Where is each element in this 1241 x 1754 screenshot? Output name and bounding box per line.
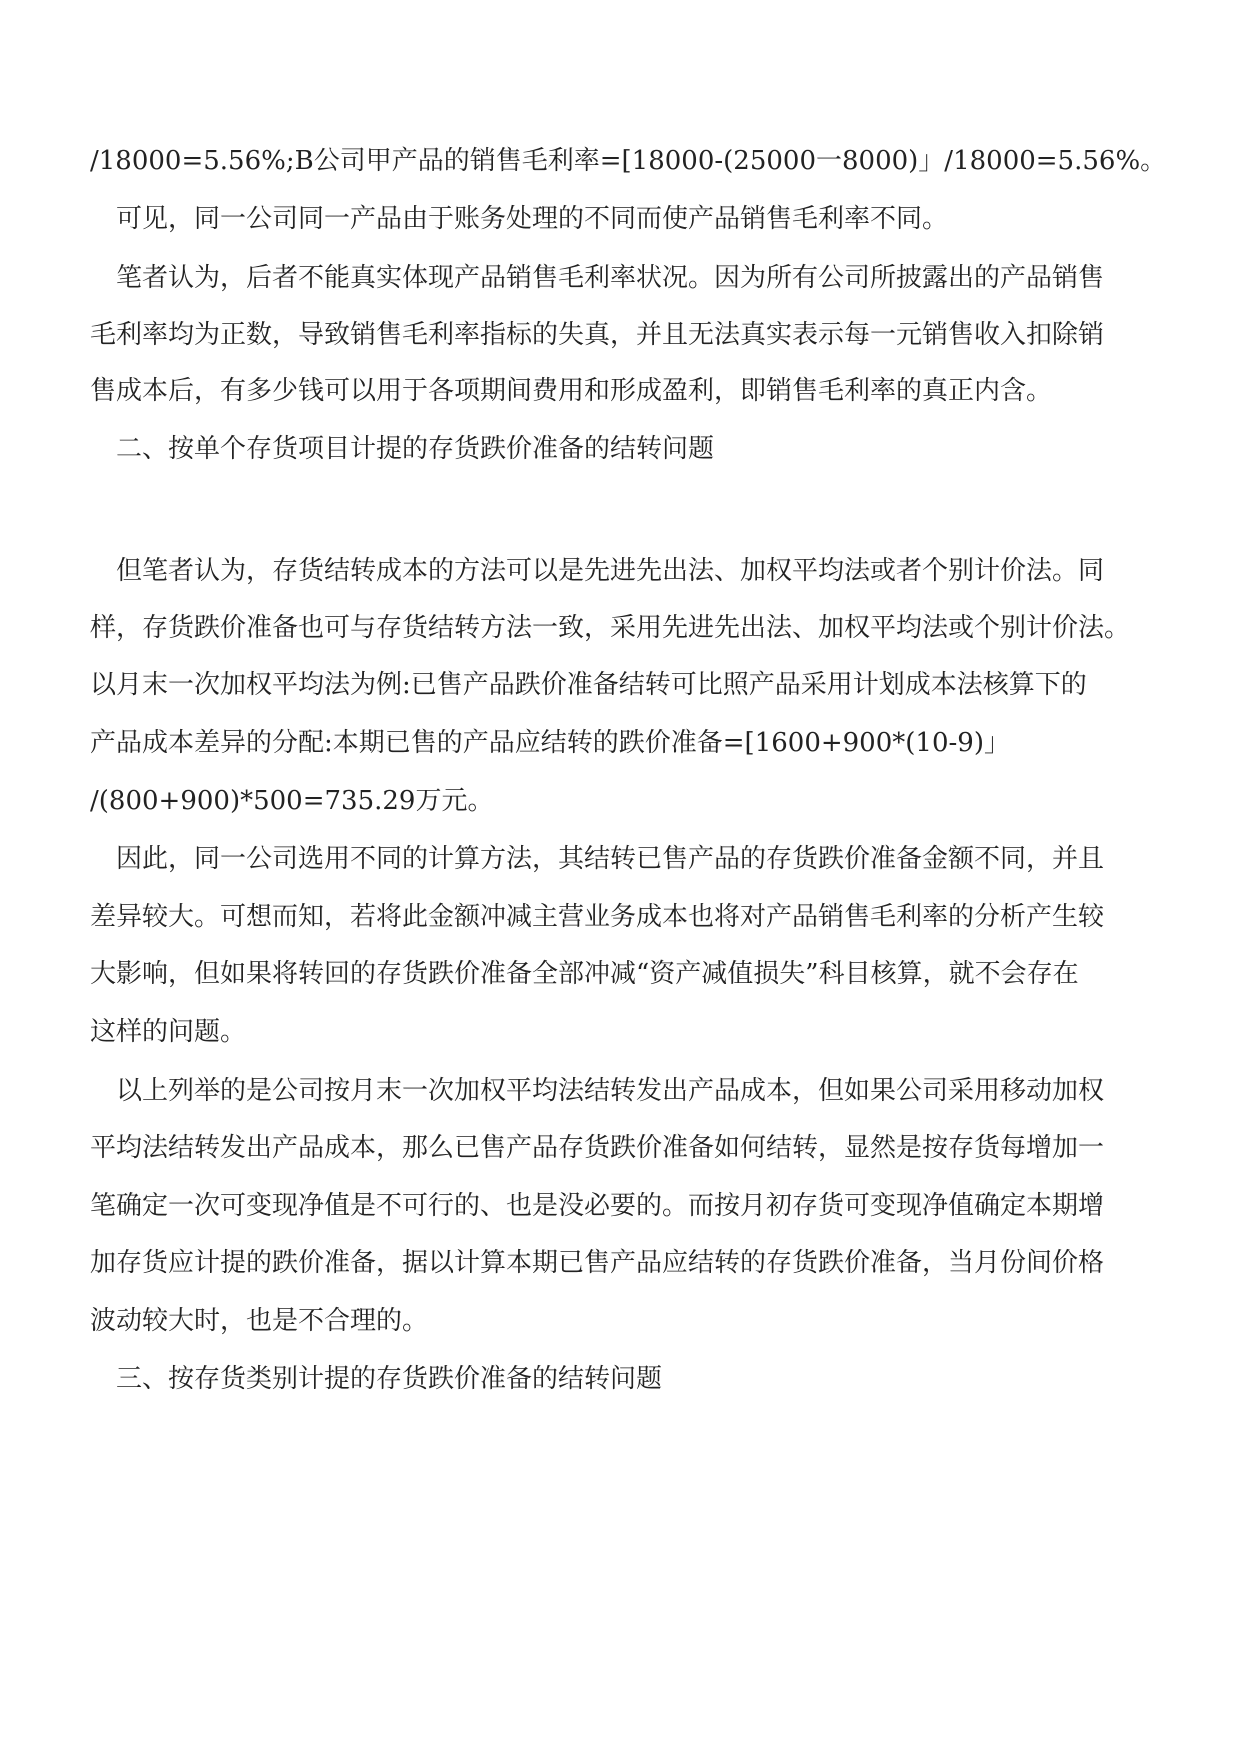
paragraph-line: 售成本后，有多少钱可以用于各项期间费用和形成盈利，即销售毛利率的真正内含。	[90, 376, 1053, 406]
paragraph-line: 加存货应计提的跌价准备，据以计算本期已售产品应结转的存货跌价准备，当月份间价格	[90, 1248, 1105, 1278]
paragraph-line: 以月末一次加权平均法为例:已售产品跌价准备结转可比照产品采用计划成本法核算下的	[90, 670, 1087, 700]
paragraph-line: 这样的问题。	[90, 1017, 247, 1047]
paragraph-line: 差异较大。可想而知，若将此金额冲减主营业务成本也将对产品销售毛利率的分析产生较	[90, 902, 1105, 932]
paragraph-line: 笔确定一次可变现净值是不可行的、也是没必要的。而按月初存货可变现净值确定本期增	[90, 1191, 1105, 1221]
paragraph-line: 样，存货跌价准备也可与存货结转方法一致，采用先进先出法、加权平均法或个别计价法。	[90, 613, 1131, 643]
section-heading: 三、按存货类别计提的存货跌价准备的结转问题	[116, 1364, 663, 1394]
paragraph-line: 大影响，但如果将转回的存货跌价准备全部冲减“资产减值损失”科目核算，就不会存在	[90, 959, 1079, 989]
text-line-formula-continuation: /18000=5.56%;B公司甲产品的销售毛利率=[18000-(25000一8000)」/18000=5.56%。	[90, 146, 1167, 176]
paragraph-line: 毛利率均为正数，导致销售毛利率指标的失真，并且无法真实表示每一元销售收入扣除销	[90, 320, 1105, 350]
paragraph-line: 笔者认为，后者不能真实体现产品销售毛利率状况。因为所有公司所披露出的产品销售	[116, 263, 1105, 293]
paragraph-line: 产品成本差异的分配:本期已售的产品应结转的跌价准备=[1600+900*(10-9)」	[90, 728, 1010, 758]
paragraph-line: 可见，同一公司同一产品由于账务处理的不同而使产品销售毛利率不同。	[116, 204, 949, 234]
paragraph-line: 因此，同一公司选用不同的计算方法，其结转已售产品的存货跌价准备金额不同，并且	[116, 844, 1105, 874]
paragraph-line: 平均法结转发出产品成本，那么已售产品存货跌价准备如何结转，显然是按存货每增加一	[90, 1133, 1105, 1163]
section-heading: 二、按单个存货项目计提的存货跌价准备的结转问题	[116, 434, 715, 464]
paragraph-line: 波动较大时，也是不合理的。	[90, 1306, 429, 1336]
paragraph-line: 以上列举的是公司按月末一次加权平均法结转发出产品成本，但如果公司采用移动加权	[116, 1076, 1105, 1106]
paragraph-line: 但笔者认为，存货结转成本的方法可以是先进先出法、加权平均法或者个别计价法。同	[116, 556, 1105, 586]
paragraph-line: /(800+900)*500=735.29万元。	[90, 786, 494, 816]
